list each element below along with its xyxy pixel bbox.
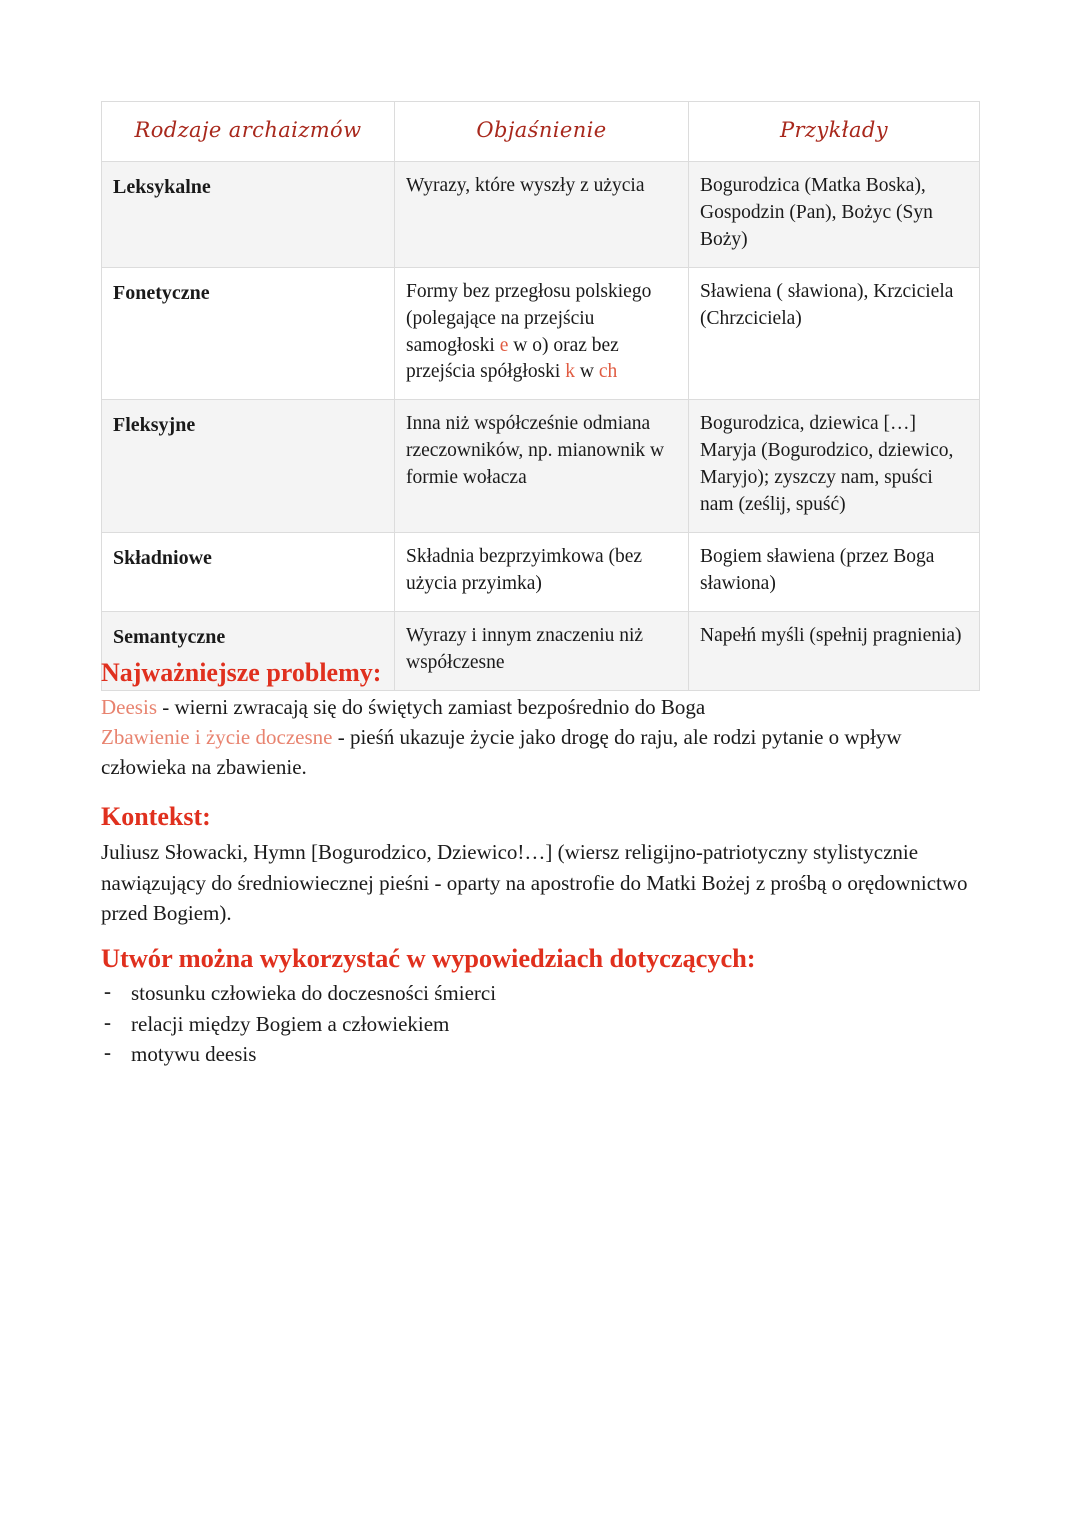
section-heading-problems: Najważniejsze problemy: [101,658,382,687]
cell-kind: Fleksyjne [102,400,395,533]
list-item-label: stosunku człowieka do doczesności śmierci [131,980,497,1005]
table-body [102,161,980,690]
dash-bullet-icon: - [104,1040,111,1065]
list-item [101,980,991,1008]
problem-line-zbawienie [101,723,991,783]
cell-examples: Napełń myśli (spełnij pragnienia) [689,611,980,690]
highlighted-letter: e [499,334,509,356]
cell-kind: Składniowe [102,532,395,611]
cell-examples: Sławiena ( sławiona), Krzciciela (Chrzciciela) [689,267,980,400]
cell-explanation: Inna niż współcześnie odmiana rzeczowników, np. mianownik w formie wołacza [395,400,689,533]
column-header-explanation: Objaśnienie [395,102,689,162]
cell-explanation: Wyrazy, które wyszły z użycia [395,161,689,267]
table-row [102,400,980,533]
highlighted-letter: ch [598,361,618,383]
list-item-label: relacji między Bogiem a człowiekiem [131,1011,450,1036]
table-row [102,161,980,267]
cell-examples: Bogurodzica (Matka Boska), Gospodzin (Pan), Bożyc (Syn Boży) [689,161,980,267]
problem-line-deesis [101,693,991,723]
column-header-examples: Przykłady [689,102,980,162]
section-heading-uses: Utwór można wykorzystać w wypowiedziach dotyczących: [101,943,756,973]
table-header-row [102,102,980,162]
cell-explanation: Składnia bezprzyimkowa (bez użycia przyimka) [395,532,689,611]
list-item [101,1011,991,1039]
kontekst-paragraph: Juliusz Słowacki, Hymn [Bogurodzico, Dziewico!…] (wiersz religijno-patriotyczny stylistycznie nawiązujący do średniowiecznej pieśni - oparty na apostrofie do Matki Bożej z prośbą o orędownictwo przed Bogiem). [101,840,968,926]
dash-bullet-icon: - [104,1009,111,1034]
problem-description: - pieśń ukazuje życie jako drogę do raju, ale rodzi pytanie o wpływ człowieka na zbawienie. [101,725,902,779]
column-header-kind: Rodzaje archaizmów [102,102,395,162]
highlighted-letter: k [565,361,575,383]
cell-kind: Fonetyczne [102,267,395,400]
problem-term: Deesis [101,695,157,720]
dash-bullet-icon: - [104,978,111,1003]
cell-examples: Bogurodzica, dziewica […] Maryja (Bogurodzico, dziewico, Maryjo); zyszczy nam, spuści nam (ześlij, spuść) [689,400,980,533]
uses-list [101,980,991,1069]
section-kontekst [101,801,991,929]
cell-examples: Bogiem sławiena (przez Boga sławiona) [689,532,980,611]
explanation-text: Formy bez przegłosu polskiego (polegające na przejściu samogłoski [406,280,652,356]
section-najwazniejsze-problemy [101,657,991,783]
cell-explanation [395,267,689,400]
problem-term: Zbawienie i życie doczesne [101,725,333,749]
explanation-text: w o) oraz bez przejścia spółgłoski [406,334,619,383]
archaisms-table [101,101,980,691]
section-utwor-mozna-wykorzystac [101,943,991,1072]
list-item-label: motywu deesis [131,1042,257,1067]
cell-kind: Semantyczne [102,611,395,690]
cell-kind: Leksykalne [102,161,395,267]
cell-explanation: Wyrazy i innym znaczeniu niż współczesne [395,611,689,690]
table-row [102,532,980,611]
list-item [101,1041,991,1069]
explanation-text: w [574,361,599,383]
problem-description: - wierni zwracają się do świętych zamiast bezpośrednio do Boga [157,695,706,720]
table-row [102,267,980,400]
section-heading-kontekst: Kontekst: [101,802,211,831]
